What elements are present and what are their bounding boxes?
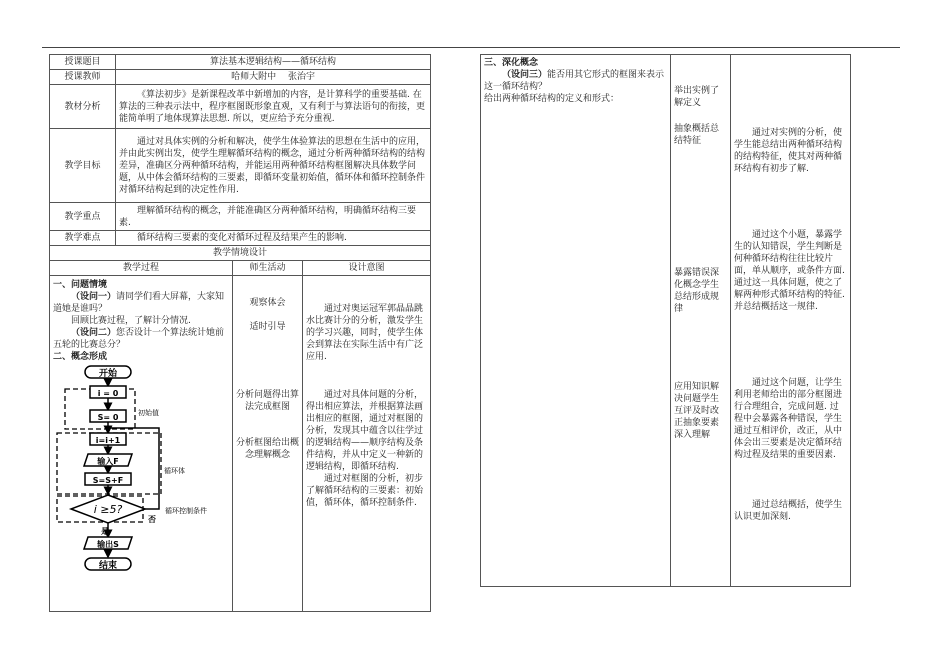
question3: （设问三）能否用其它形式的框图来表示这一循环结构？ <box>484 70 665 92</box>
accum-label: S=S+F <box>92 476 124 485</box>
goal-text: 通过对具体实例的分析和解决，使学生体验算法的思想在生活中的应用，并由此实例出发，使学生理解循环结构的概念，通过分析两种循环结构的结构差异，准确区分两种循环结构，并能运用两种循环结构框图解决具体数学问题，从中体会循环结构的三要素，即循环变量初始值，循环体和循环控制条件对循环结构起到的决定性作用. <box>116 129 431 203</box>
design-title: 教学情境设计 <box>50 246 431 261</box>
section3-title: 三、深化概念 <box>484 58 539 68</box>
increment-label: i=i+1 <box>95 436 121 445</box>
condition-label: i ≥5? <box>93 503 123 516</box>
section2-title: 二、概念形成 <box>53 352 108 362</box>
topic-value: 算法基本逻辑结构——循环结构 <box>116 55 431 70</box>
topic-label: 授课题目 <box>50 55 116 70</box>
col-intent: 设计意图 <box>303 261 431 276</box>
init-s-label: S= 0 <box>97 413 119 422</box>
right-activity-2: 抽象概括总结特征 <box>674 124 720 146</box>
goal-label: 教学目标 <box>50 129 116 203</box>
question2: （设问二）您否设计一个算法统计她前五轮的比赛总分？ <box>53 328 225 350</box>
right-activity-4: 应用知识解决问题学生互评及时改正抽象要素深入理解 <box>674 382 720 440</box>
analysis-label: 教材分析 <box>50 85 116 129</box>
right-intent-1: 通过对实例的分析，使学生能总结出两种循环结构的结构特征，使其对两种循环结构有初步了解. <box>734 128 843 174</box>
col-activity: 师生活动 <box>233 261 303 276</box>
intent-elements: 通过对框图的分析，初步了解循环结构的三要素：初始值，循环体，循环控制条件. <box>306 474 424 508</box>
intent-algorithm: 通过对具体问题的分析，得出相应算法，并根据算法画出相应的框图，通过对框图的分析，发现其中蕴含以往学过的逻辑结构——顺序结构及条件结构，并从中定义一种新的逻辑结构，即循环结构. <box>306 390 424 472</box>
lesson-plan-table <box>49 54 431 612</box>
definitions-text: 给出两种循环结构的定义和形式： <box>484 94 620 104</box>
difficulty-label: 教学难点 <box>50 231 116 246</box>
right-intent-2: 通过这个小题，暴露学生的认知错误，学生判断是何种循环结构往往比较片面，单从顺序，或条件方面. 通过这一具体问题，使之了解两种形式循环结构的特征. 并总结概括这一规律. <box>734 230 845 312</box>
key-text: 理解循环结构的概念，并能准确区分两种循环结构，明确循环结构三要素. <box>116 203 431 231</box>
right-activity-1: 举出实例了解定义 <box>674 86 720 108</box>
right-activity-3: 暴露错误深化概念学生总结形成规律 <box>674 268 720 314</box>
difficulty-text: 循环结构三要素的变化对循环过程及结果产生的影响. <box>116 231 431 246</box>
start-label: 开始 <box>98 369 118 379</box>
right-intent-3: 通过这个问题，让学生利用老师给出的部分框图进行合理组合，完成问题. 过程中会暴露各种错误，学生通过互相评价，改正，从中体会出三要素是决定循环结构过程及结果的重要因素. <box>734 378 843 460</box>
no-label: 否 <box>148 515 156 524</box>
teacher-value: 哈师大附中 张治宇 <box>116 70 431 85</box>
yes-label: 是 <box>101 527 109 536</box>
analysis-text: 《算法初步》是新课程改革中新增加的内容，是计算科学的重要基础. 在算法的三种表示法中，程序框图既形象直观，又有利于与算法语句的衔接，更能简单明了地体现算法思想. 所以，更应给予充分重视. <box>116 85 431 129</box>
init-i-label: i = 0 <box>97 389 119 398</box>
right-intent-4: 通过总结概括，使学生认识更加深刻. <box>734 500 843 522</box>
body-annotation: 循环体 <box>164 467 185 475</box>
cond-annotation: 循环控制条件 <box>165 507 207 515</box>
teacher-label: 授课教师 <box>50 70 116 85</box>
activity-guide: 适时引导 <box>249 322 286 332</box>
output-label: 输出S <box>97 540 119 549</box>
key-label: 教学重点 <box>50 203 116 231</box>
activity-observe: 观察体会 <box>249 298 286 308</box>
review-text: 回顾比赛过程，了解计分情况. <box>71 316 191 326</box>
input-label: 输入F <box>97 457 119 466</box>
lesson-plan-continued <box>480 54 851 587</box>
activity-concept: 分析框图给出概念理解概念 <box>236 438 300 460</box>
question1: （设问一）请同学们看大屏幕，大家知道她是谁吗？ <box>53 292 225 314</box>
section1-title: 一、问题情境 <box>53 280 108 290</box>
loop-flowchart <box>53 365 229 589</box>
init-annotation: 初始值 <box>138 409 159 417</box>
page-top-rule <box>42 47 900 48</box>
col-process: 教学过程 <box>50 261 233 276</box>
end-label: 结束 <box>98 561 118 571</box>
activity-analyze: 分析问题得出算法完成框图 <box>236 390 300 412</box>
intent-interest: 通过对奥运冠军郭晶晶跳水比赛计分的分析，激发学生的学习兴趣，同时，使学生体会到算法在实际生活中有广泛应用. <box>306 304 424 362</box>
